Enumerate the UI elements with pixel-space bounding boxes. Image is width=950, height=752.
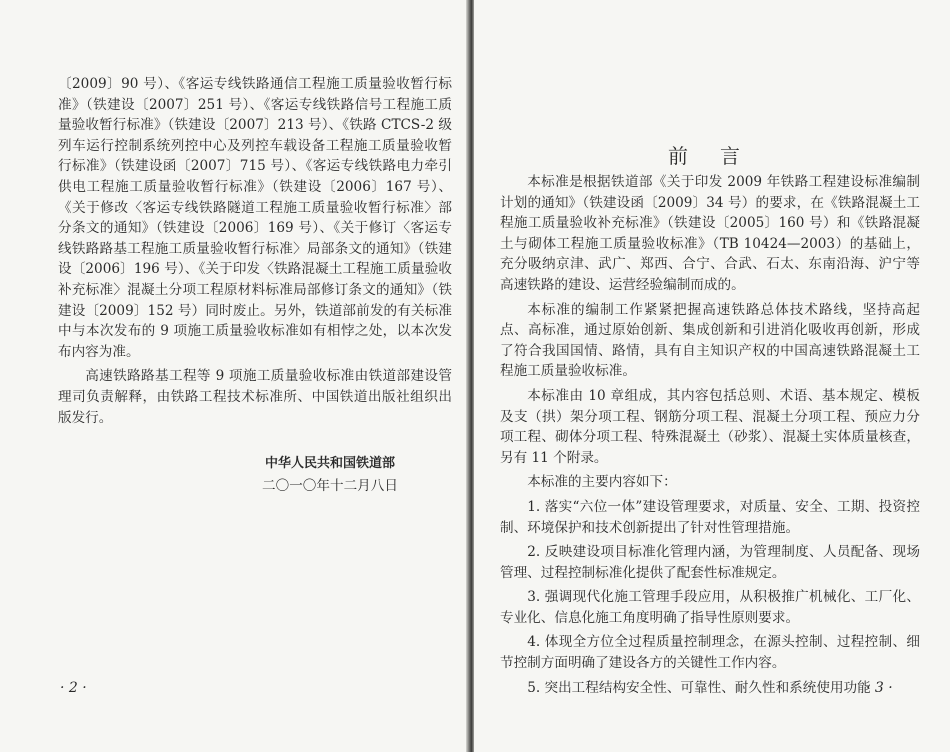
right-list-item-2: 2. 反映建设项目标准化管理内涵，为管理制度、人员配备、现场管理、过程控制标准化提供了配套性标准规定。	[500, 544, 920, 581]
right-paragraph-2: 本标准的编制工作紧紧把握高速铁路总体技术路线，坚持高起点、高标准，通过原始创新、集成创新和引进消化吸收再创新，形成了符合我国国情、路情，具有自主知识产权的中国高速铁路混凝土工程施工质量验收标准。	[500, 301, 920, 380]
right-list-item-4: 4. 体现全方位全过程质量控制理念，在源头控制、过程控制、细节控制方面明确了建设各方的关键性工作内容。	[500, 634, 920, 672]
right-page-body	[500, 172, 920, 698]
right-list-item-3: 3. 强调现代化施工管理手段应用，从积极推广机械化、工厂化、专业化、信息化施工角度明确了指导性原则要求。	[500, 589, 920, 626]
left-paragraph-1: 〔2009〕90 号）、《客运专线铁路通信工程施工质量验收暂行标准》（铁建设〔2007〕251 号）、《客运专线铁路信号工程施工质量验收暂行标准》（铁建设〔2007〕213 号）、《铁路 CTCS-2 级列车运行控制系统列控中心及列控车载设备工程施工质量验收暂行标准》（铁建设函〔2007〕715 号）、《客运专线铁路电力牵引供电工程施工质量验收暂行标准》（铁建设〔2006〕167 号）、《关于修改〈客运专线铁路隧道工程施工质量验收暂行标准〉部分条文的通知》（铁建设〔2006〕169 号）、《关于修订〈客运专线铁路路基工程施工质量验收暂行标准〉局部条文的通知》（铁建设〔2006〕196 号）、《关于印发〈铁路混凝土工程施工质量验收补充标准〉混凝土分项工程原材料标准局部修订条文的通知》（铁建设〔2009〕152 号）同时废止。另外，铁道部前发的有关标准中与本次发布的 9 项施工质量验收标准如有相悖之处，以本次发布内容为准。	[58, 76, 452, 360]
right-paragraph-3: 本标准由 10 章组成，其内容包括总则、术语、基本规定、模板及支（拱）架分项工程、钢筋分项工程、混凝土分项工程、预应力分项工程、砌体分项工程、特殊混凝土（砂浆）、混凝土实体质量核查，另有 11 个附录。	[500, 387, 920, 466]
left-page-number: · 2 ·	[60, 680, 87, 696]
right-paragraph-4: 本标准的主要内容如下：	[527, 474, 677, 491]
left-page	[0, 0, 468, 752]
right-page	[474, 0, 950, 752]
preface-heading: 前言	[668, 144, 772, 168]
right-paragraph-1: 本标准是根据铁道部《关于印发 2009 年铁路工程建设标准编制计划的通知》（铁建设函〔2009〕34 号）的要求，在《铁路混凝土工程施工质量验收补充标准》（铁建设〔2005〕160 号）和《铁路混凝土与砌体工程施工质量验收标准》（TB 10424—2003）的基础上，充分吸纳京津、武广、郑西、合宁、合武、石太、东南沿海、沪宁等高速铁路的建设、运营经验编制而成的。	[500, 174, 920, 293]
right-page-number: · 3 ·	[866, 680, 893, 696]
signature-date: 二〇一〇年十二月八日	[262, 478, 398, 494]
right-list-item-5: 5. 突出工程结构安全性、可靠性、耐久性和系统使用功能	[527, 679, 871, 696]
right-list-item-1: 1. 落实“六位一体”建设管理要求，对质量、安全、工期、投资控制、环境保护和技术创新提出了针对性管理措施。	[500, 498, 920, 536]
left-paragraph-2: 高速铁路路基工程等 9 项施工质量验收标准由铁道部建设管理司负责解释，由铁路工程技术标准所、中国铁道出版社组织出版发行。	[58, 368, 452, 426]
signature-organization: 中华人民共和国铁道部	[264, 456, 395, 471]
left-page-body	[58, 74, 452, 428]
